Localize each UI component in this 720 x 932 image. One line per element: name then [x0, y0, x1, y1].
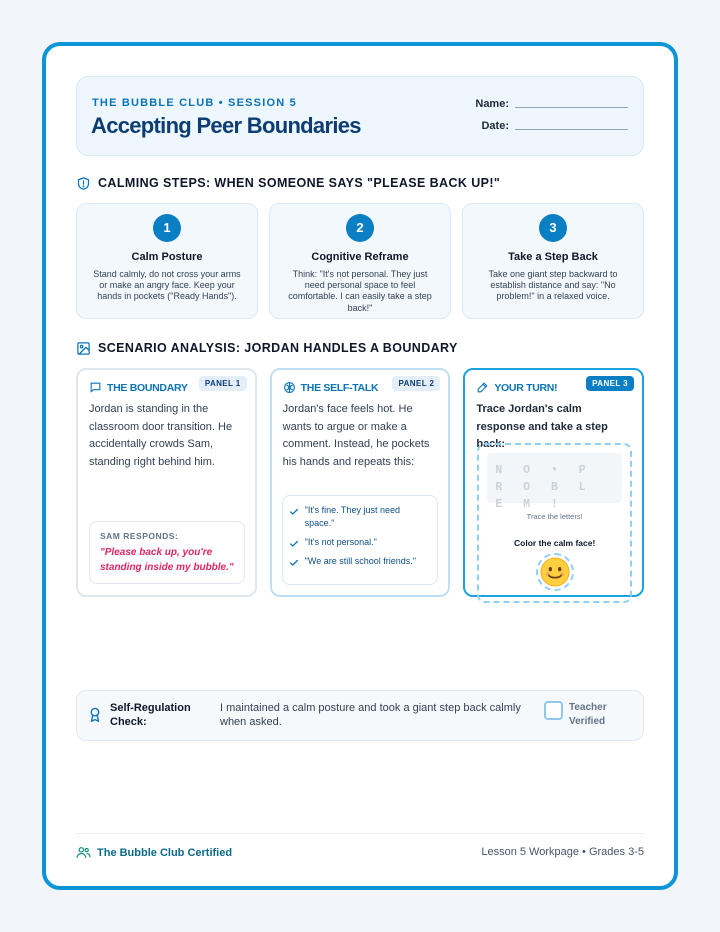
calming-heading-text: CALMING STEPS: WHEN SOMEONE SAYS "PLEASE BACK UP!" — [98, 176, 501, 190]
self-regulation-check — [76, 690, 644, 741]
list-item — [289, 536, 432, 549]
smiley-face-icon — [540, 557, 570, 587]
scenario-heading — [76, 338, 644, 358]
users-icon — [76, 846, 91, 859]
panel-self-talk — [270, 368, 451, 597]
worksheet-page — [42, 42, 678, 890]
header-card — [76, 76, 644, 156]
brain-icon — [283, 381, 296, 394]
teacher-verified-label: Teacher Verified — [569, 702, 607, 727]
step-number: 1 — [153, 214, 181, 242]
calm-face-target[interactable] — [536, 553, 574, 591]
panel-tag: PANEL 2 — [392, 376, 440, 391]
step-card — [76, 203, 258, 319]
name-field[interactable] — [475, 98, 628, 110]
panel-header — [283, 381, 379, 394]
step-title: Take a Step Back — [508, 251, 598, 263]
check-icon — [289, 507, 299, 517]
self-talk-line: "We are still school friends." — [304, 556, 416, 566]
name-label: Name: — [475, 98, 509, 110]
trace-hint: Trace the letters! — [526, 512, 583, 521]
panel-title: YOUR TURN! — [494, 381, 558, 394]
footer-meta: Lesson 5 Workpage • Grades 3-5 — [481, 846, 644, 858]
step-text: Stand calmly, do not cross your arms or make an angry face. Keep your hands in pockets ("Ready Hands"). — [93, 269, 241, 302]
sam-response-box — [89, 521, 245, 584]
step-card — [269, 203, 451, 319]
step-text: Think: "It's not personal. They just need personal space to feel comfortable. I can easily take a step back!" — [288, 269, 432, 313]
check-icon — [289, 558, 299, 568]
name-line[interactable] — [515, 107, 628, 108]
self-talk-line: "It's fine. They just need space." — [304, 505, 400, 528]
date-line[interactable] — [515, 129, 628, 130]
pencil-icon — [476, 381, 489, 394]
panel-boundary — [76, 368, 257, 597]
check-statement: I maintained a calm posture and took a giant step back calmly when asked. — [220, 702, 521, 728]
self-talk-list — [282, 495, 439, 585]
shield-icon — [76, 176, 91, 191]
list-item — [289, 504, 432, 530]
step-text: Take one giant step backward to establish distance and say: "No problem!" in a relaxed voice. — [488, 269, 618, 302]
date-label: Date: — [481, 120, 509, 132]
step-card — [462, 203, 644, 319]
calming-steps — [76, 203, 644, 319]
footer-brand — [76, 846, 232, 859]
scenario-panels — [76, 368, 644, 597]
list-item — [289, 555, 432, 568]
award-ribbon-icon — [88, 707, 102, 723]
scenario-heading-text: SCENARIO ANALYSIS: JORDAN HANDLES A BOUNDARY — [98, 341, 458, 355]
trace-activity-area[interactable] — [477, 443, 632, 603]
check-title: Self-Regulation Check: — [110, 702, 191, 728]
trace-letters[interactable]: N O • P R O B L E M ! — [487, 453, 622, 503]
teacher-verified-checkbox[interactable] — [544, 701, 563, 720]
responds-label: SAM RESPONDS: — [100, 531, 179, 541]
panel-header — [476, 381, 557, 394]
panel-text: Jordan is standing in the classroom door transition. He accidentally crowds Sam, standing right behind him. — [89, 403, 233, 468]
speech-bubble-icon — [89, 381, 102, 394]
sam-quote: "Please back up, you're standing inside my bubble." — [100, 547, 234, 573]
date-field[interactable] — [481, 120, 628, 132]
brand-text: The Bubble Club Certified — [97, 846, 233, 859]
page-footer — [76, 833, 644, 869]
step-title: Cognitive Reframe — [311, 251, 409, 263]
step-number: 2 — [346, 214, 374, 242]
step-title: Calm Posture — [131, 251, 203, 263]
page-content — [76, 76, 644, 597]
step-number: 3 — [539, 214, 567, 242]
calming-heading — [76, 173, 644, 193]
session-kicker: THE BUBBLE CLUB • SESSION 5 — [92, 97, 297, 109]
page-title: Accepting Peer Boundaries — [91, 113, 361, 138]
panel-title: THE BOUNDARY — [107, 381, 188, 394]
panel-title: THE SELF-TALK — [300, 381, 379, 394]
color-face-label: Color the calm face! — [514, 538, 596, 548]
panel-tag: PANEL 3 — [586, 376, 634, 391]
image-icon — [76, 341, 91, 356]
panel-tag: PANEL 1 — [199, 376, 247, 391]
panel-text: Jordan's face feels hot. He wants to argue or make a comment. Instead, he pockets his hands and repeats this: — [282, 403, 430, 468]
check-icon — [289, 539, 299, 549]
self-talk-line: "It's not personal." — [304, 537, 377, 547]
panel-header — [89, 381, 188, 394]
trace-prompt: Trace Jordan's calm response and take a step back: — [476, 403, 608, 450]
panel-your-turn — [463, 368, 644, 597]
